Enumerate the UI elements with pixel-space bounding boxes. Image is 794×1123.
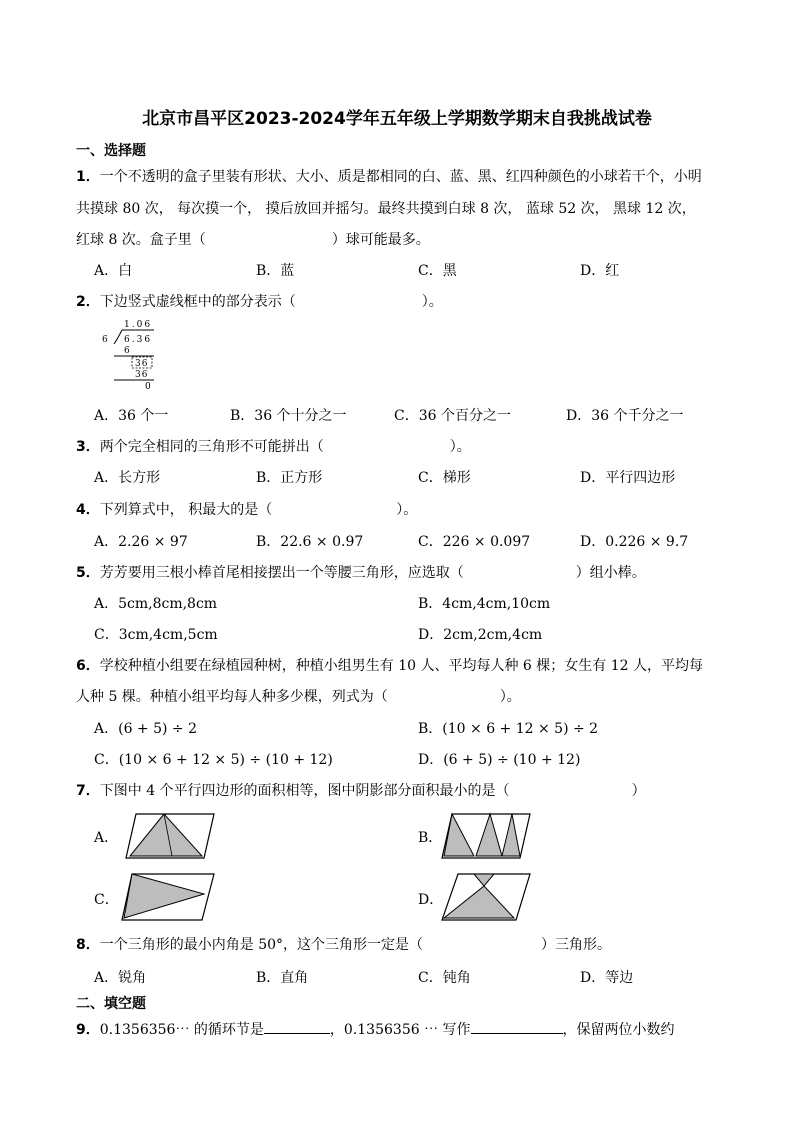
q6-number: 6． — [76, 658, 100, 674]
q7-option-d-label[interactable]: D． — [418, 892, 444, 908]
q9-stem — [76, 1019, 675, 1039]
q7-text-b: ） — [631, 783, 646, 799]
q1-option-d[interactable]: D．红 — [580, 263, 620, 279]
q3-number: 3． — [76, 439, 100, 455]
q3-option-d[interactable]: D．平行四边形 — [580, 470, 676, 486]
q1-option-b[interactable]: B．蓝 — [256, 263, 295, 279]
section-heading-choice: 一、选择题 — [76, 143, 146, 159]
q8-option-a[interactable]: A．锐角 — [94, 970, 147, 986]
q4-stem — [76, 499, 417, 519]
q8-text-b: ）三角形。 — [541, 937, 612, 953]
q3-option-a[interactable]: A．长方形 — [94, 470, 161, 486]
section-heading-fill: 二、填空题 — [76, 996, 146, 1012]
q8-option-c[interactable]: C．钝角 — [418, 970, 471, 986]
q7-option-b-label[interactable]: B． — [418, 830, 443, 846]
q5-text-a: 芳芳要用三根小棒首尾相接摆出一个等腰三角形，应选取（ — [99, 565, 464, 581]
division-bracket — [114, 330, 122, 344]
q2-option-c[interactable]: C．36 个百分之一 — [394, 408, 511, 424]
q1-text-1: 一个不透明的盒子里装有形状、大小、质是都相同的白、蓝、黑、红四种颜色的小球若干个，小明 — [99, 169, 702, 185]
q6-text-2a: 人种 5 棵。种植小组平均每人种多少棵，列式为（ — [76, 689, 388, 705]
q2-option-b[interactable]: B．36 个十分之一 — [230, 408, 347, 424]
q3-option-b[interactable]: B．正方形 — [256, 470, 323, 486]
q1-line1 — [76, 166, 702, 186]
q1-number: 1． — [76, 169, 100, 185]
q9-blank-2[interactable] — [471, 1019, 563, 1034]
long-division-figure — [96, 316, 166, 392]
page-title: 北京市昌平区2023-2024学年五年级上学期数学期末自我挑战试卷 — [142, 109, 652, 129]
q1-text-3a: 红球 8 次。盒子里（ — [76, 232, 206, 248]
q8-stem — [76, 934, 611, 954]
q1-option-a[interactable]: A．白 — [94, 263, 133, 279]
q6-option-b[interactable]: B．(10 × 6 + 12 × 5) ÷ 2 — [418, 721, 599, 737]
q5-number: 5． — [76, 565, 100, 581]
q9-text-a: 0.1356356⋯ 的循环节是 — [99, 1022, 264, 1038]
q6-option-a[interactable]: A．(6 + 5) ÷ 2 — [94, 721, 198, 737]
q2-number: 2． — [76, 294, 100, 310]
q6-text-1: 学校种植小组要在绿植园种树，种植小组男生有 10 人、平均每人种 6 棵；女生有 12 人，平均每 — [99, 658, 703, 674]
q2-text-b: ）。 — [421, 294, 443, 310]
q3-text-a: 两个完全相同的三角形不可能拼出（ — [99, 439, 324, 455]
q5-text-b: ）组小棒。 — [575, 565, 646, 581]
division-dividend: 6.36 — [124, 335, 153, 345]
q8-text-a: 一个三角形的最小内角是 50°，这个三角形一定是（ — [99, 937, 424, 953]
parallelogram-b[interactable] — [440, 812, 532, 860]
q2-stem — [76, 291, 443, 311]
q8-option-d[interactable]: D．等边 — [580, 970, 634, 986]
q2-text-a: 下边竖式虚线框中的部分表示（ — [99, 294, 296, 310]
q7-option-c-label[interactable]: C． — [94, 892, 119, 908]
q6-line2 — [76, 686, 521, 706]
q8-option-b[interactable]: B．直角 — [256, 970, 309, 986]
q4-option-d[interactable]: D．0.226 × 9.7 — [580, 534, 689, 550]
q4-number: 4． — [76, 502, 100, 518]
q5-stem — [76, 562, 646, 582]
parallelogram-c[interactable] — [120, 872, 216, 922]
division-step2: 36 — [135, 359, 149, 369]
q9-text-c: ，保留两位小数约 — [562, 1022, 675, 1038]
q5-option-b[interactable]: B．4cm,4cm,10cm — [418, 596, 551, 612]
q2-option-a[interactable]: A．36 个一 — [94, 408, 169, 424]
q3-stem — [76, 436, 471, 456]
q1-line2: 共摸球 80 次， 每次摸一个， 摸后放回并摇匀。最终共摸到白球 8 次， 蓝球 52 次， 黑球 12 次， — [76, 201, 696, 217]
parallelogram-d[interactable] — [440, 872, 532, 922]
q3-text-b: ）。 — [449, 439, 471, 455]
q2-option-d[interactable]: D．36 个千分之一 — [566, 408, 684, 424]
q1-text-3b: ）球可能最多。 — [331, 232, 430, 248]
division-remainder: 0 — [145, 382, 151, 392]
q9-blank-1[interactable] — [264, 1019, 330, 1034]
division-step1: 6 — [124, 346, 130, 356]
q9-text-b: ，0.1356356 ⋯ 写作 — [329, 1022, 471, 1038]
q7-stem — [76, 780, 646, 800]
q1-line3 — [76, 229, 430, 249]
q8-number: 8． — [76, 937, 100, 953]
q5-option-a[interactable]: A．5cm,8cm,8cm — [94, 596, 218, 612]
q5-option-d[interactable]: D．2cm,2cm,4cm — [418, 627, 543, 643]
q3-option-c[interactable]: C．梯形 — [418, 470, 471, 486]
q6-option-c[interactable]: C．(10 × 6 + 12 × 5) ÷ (10 + 12) — [94, 752, 333, 768]
q7-option-a-label[interactable]: A． — [94, 830, 119, 846]
division-step3: 36 — [135, 370, 149, 380]
q9-number: 9． — [76, 1022, 100, 1038]
q4-option-a[interactable]: A．2.26 × 97 — [94, 534, 188, 550]
q6-text-2b: ）。 — [499, 689, 521, 705]
q6-line1 — [76, 655, 703, 675]
division-divisor: 6 — [102, 335, 108, 345]
q4-option-b[interactable]: B．22.6 × 0.97 — [256, 534, 364, 550]
q7-number: 7． — [76, 783, 100, 799]
q6-option-d[interactable]: D．(6 + 5) ÷ (10 + 12) — [418, 752, 581, 768]
parallelogram-a[interactable] — [124, 812, 216, 860]
q4-option-c[interactable]: C．226 × 0.097 — [418, 534, 531, 550]
q5-option-c[interactable]: C．3cm,4cm,5cm — [94, 627, 218, 643]
q7-text-a: 下图中 4 个平行四边形的面积相等，图中阴影部分面积最小的是（ — [99, 783, 510, 799]
q1-option-c[interactable]: C．黑 — [418, 263, 457, 279]
q4-text-b: ）。 — [396, 502, 418, 518]
division-quotient: 1.06 — [124, 320, 153, 330]
q4-text-a: 下列算式中， 积最大的是（ — [99, 502, 273, 518]
